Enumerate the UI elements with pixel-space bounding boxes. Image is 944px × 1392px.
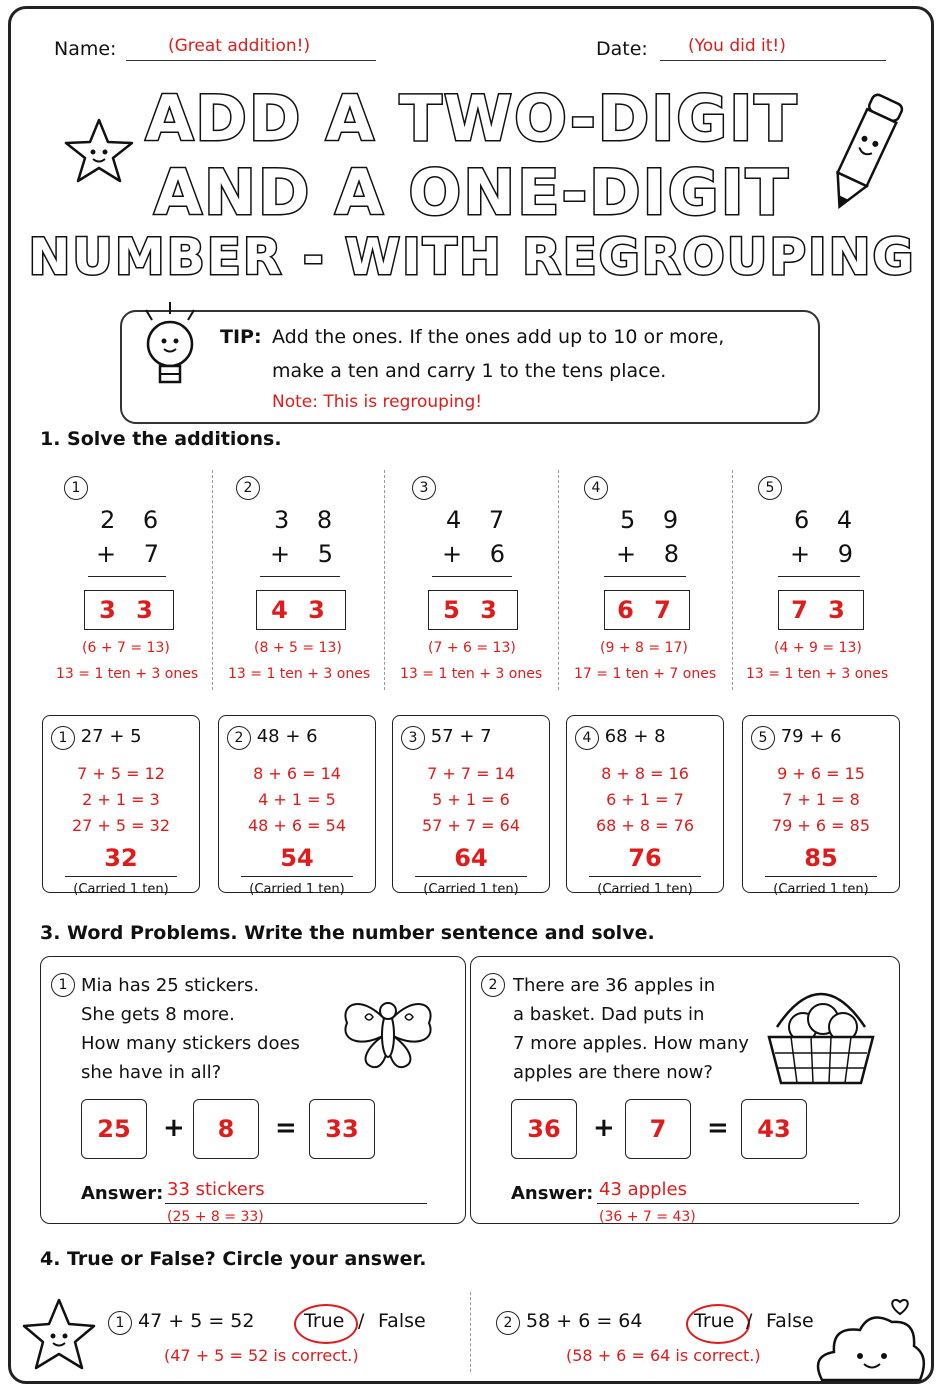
work-1: (9 + 8 = 17): [600, 640, 688, 656]
lightbulb-icon: [130, 296, 210, 406]
regroup-box-3: [392, 715, 550, 897]
work-2: 13 = 1 ten + 3 ones: [56, 666, 199, 682]
answer-box[interactable]: 6 7: [604, 590, 690, 630]
date-value[interactable]: (You did it!): [688, 36, 786, 56]
carry-note: (Carried 1 ten): [597, 882, 693, 897]
problem-2: [216, 470, 388, 690]
true-option[interactable]: True: [304, 1310, 345, 1332]
tip-note: Note: This is regrouping!: [272, 392, 483, 412]
answer-check: (36 + 7 = 43): [599, 1209, 696, 1225]
plus-sign: +: [163, 1113, 185, 1143]
problem-number: 2: [236, 476, 260, 500]
date-label: Date:: [596, 38, 648, 60]
step-2: 4 + 1 = 5: [258, 790, 336, 809]
work-1: (4 + 9 = 13): [774, 640, 862, 656]
problem-5: [736, 470, 908, 690]
addend-top: 3 8: [274, 506, 343, 534]
problem-3: [388, 470, 560, 690]
addend-bottom: + 6: [442, 540, 516, 568]
tip-label: TIP:: [220, 326, 262, 348]
addend-top: 2 6: [100, 506, 169, 534]
column-divider: [558, 470, 559, 690]
regroup-box-2: [218, 715, 376, 897]
tf-equation: 58 + 6 = 64: [526, 1310, 643, 1332]
tf-note: (47 + 5 = 52 is correct.): [164, 1346, 359, 1365]
box-question: 48 + 6: [256, 726, 318, 747]
carry-note: (Carried 1 ten): [423, 882, 519, 897]
pencil-icon: [824, 84, 904, 224]
tf-note: (58 + 6 = 64 is correct.): [566, 1346, 761, 1365]
answer-line: [765, 876, 877, 877]
box-number: 1: [51, 726, 75, 750]
column-divider: [212, 470, 213, 690]
addend-a-box[interactable]: 36: [511, 1099, 577, 1159]
step-1: 7 + 7 = 14: [427, 764, 515, 783]
problem-1: [44, 470, 216, 690]
work-2: 13 = 1 ten + 3 ones: [746, 666, 889, 682]
box-answer[interactable]: 76: [628, 844, 662, 872]
date-line: [660, 60, 886, 61]
problem-4: [562, 470, 734, 690]
step-2: 7 + 1 = 8: [782, 790, 860, 809]
problem-text-2: a basket. Dad puts in: [513, 1004, 705, 1025]
step-1: 8 + 6 = 14: [253, 764, 341, 783]
sum-box[interactable]: 43: [741, 1099, 807, 1159]
box-question: 68 + 8: [604, 726, 666, 747]
answer-box[interactable]: 5 3: [428, 590, 518, 630]
problem-number: 1: [51, 973, 75, 997]
box-answer[interactable]: 54: [280, 844, 314, 872]
tf-item-1: [108, 1310, 255, 1335]
slash: /: [358, 1310, 365, 1332]
regroup-box-5: [742, 715, 900, 897]
word-problem-2: [470, 956, 900, 1224]
step-3: 68 + 8 = 76: [595, 816, 695, 835]
problem-text-2: She gets 8 more.: [81, 1004, 235, 1025]
regroup-box-4: [566, 715, 724, 897]
step-1: 9 + 6 = 15: [777, 764, 865, 783]
step-2: 6 + 1 = 7: [606, 790, 684, 809]
problem-number: 1: [64, 476, 88, 500]
sum-box[interactable]: 33: [309, 1099, 375, 1159]
name-value[interactable]: (Great addition!): [168, 36, 311, 56]
addend-bottom: + 8: [616, 540, 690, 568]
addend-top: 5 9: [620, 506, 689, 534]
tf-equation: 47 + 5 = 52: [138, 1310, 255, 1332]
answer-label: Answer:: [511, 1183, 594, 1204]
column-divider: [732, 470, 733, 690]
problem-text-4: she have in all?: [81, 1062, 222, 1083]
sum-line: [432, 576, 512, 577]
problem-text-1: There are 36 apples in: [513, 975, 716, 996]
box-number: 3: [401, 726, 425, 750]
carry-note: (Carried 1 ten): [773, 882, 869, 897]
step-1: 8 + 8 = 16: [601, 764, 689, 783]
answer-line: [589, 876, 701, 877]
step-2: 5 + 1 = 6: [432, 790, 510, 809]
sum-line: [778, 576, 860, 577]
answer-line: [241, 876, 353, 877]
regroup-box-1: [42, 715, 200, 897]
problem-text-3: How many stickers does: [81, 1033, 300, 1054]
work-2: 17 = 1 ten + 7 ones: [574, 666, 717, 682]
answer-value[interactable]: 33 stickers: [167, 1179, 265, 1200]
tip-line-1: Add the ones. If the ones add up to 10 or more,: [272, 326, 725, 348]
problem-text-1: Mia has 25 stickers.: [81, 975, 260, 996]
step-3: 79 + 6 = 85: [771, 816, 871, 835]
sum-line: [88, 576, 166, 577]
answer-box[interactable]: 3 3: [84, 590, 174, 630]
addend-bottom: + 7: [96, 540, 170, 568]
plus-sign: +: [593, 1113, 615, 1143]
sum-line: [260, 576, 340, 577]
name-label: Name:: [54, 38, 117, 60]
sum-line: [604, 576, 686, 577]
problem-number: 4: [584, 476, 608, 500]
box-answer[interactable]: 64: [454, 844, 488, 872]
star-icon: [54, 108, 144, 188]
step-2: 2 + 1 = 3: [82, 790, 160, 809]
true-option[interactable]: True: [694, 1310, 735, 1332]
box-number: 5: [751, 726, 775, 750]
problem-number: 2: [481, 973, 505, 997]
tf-divider: [470, 1292, 471, 1372]
section-3-heading: 3. Word Problems. Write the number sentence and solve.: [40, 922, 655, 944]
addend-top: 4 7: [446, 506, 515, 534]
step-3: 27 + 5 = 32: [71, 816, 171, 835]
problem-text-4: apples are there now?: [513, 1062, 713, 1083]
column-divider: [384, 470, 385, 690]
problem-number: 5: [758, 476, 782, 500]
section-1-heading: 1. Solve the additions.: [40, 428, 282, 450]
work-2: 13 = 1 ten + 3 ones: [400, 666, 543, 682]
cloud-icon: [808, 1296, 932, 1386]
title-line-1: ADD A TWO-DIGIT: [145, 82, 799, 155]
tf-item-2: [496, 1310, 643, 1335]
butterfly-icon: [333, 983, 443, 1073]
answer-box[interactable]: 7 3: [778, 590, 864, 630]
carry-note: (Carried 1 ten): [73, 882, 169, 897]
work-1: (8 + 5 = 13): [254, 640, 342, 656]
name-line: [126, 60, 376, 61]
star-icon: [14, 1290, 104, 1380]
addend-a-box[interactable]: 25: [81, 1099, 147, 1159]
false-option[interactable]: False: [766, 1310, 814, 1332]
answer-label: Answer:: [81, 1183, 164, 1204]
answer-line: [597, 1203, 859, 1204]
answer-box[interactable]: 4 3: [256, 590, 346, 630]
answer-value[interactable]: 43 apples: [599, 1179, 687, 1200]
item-number: 1: [108, 1311, 132, 1335]
box-number: 2: [227, 726, 251, 750]
problem-number: 3: [412, 476, 436, 500]
work-1: (6 + 7 = 13): [82, 640, 170, 656]
answer-check: (25 + 8 = 33): [167, 1209, 264, 1225]
slash: /: [746, 1310, 753, 1332]
work-2: 13 = 1 ten + 3 ones: [228, 666, 371, 682]
work-1: (7 + 6 = 13): [428, 640, 516, 656]
problem-text-3: 7 more apples. How many: [513, 1033, 749, 1054]
addend-b-box[interactable]: 8: [193, 1099, 259, 1159]
box-question: 27 + 5: [80, 726, 142, 747]
title-line-2: AND A ONE-DIGIT: [154, 156, 790, 229]
box-question: 57 + 7: [430, 726, 492, 747]
addend-bottom: + 9: [790, 540, 864, 568]
box-answer[interactable]: 85: [804, 844, 838, 872]
carry-note: (Carried 1 ten): [249, 882, 345, 897]
equals-sign: =: [707, 1113, 729, 1143]
step-3: 48 + 6 = 54: [247, 816, 347, 835]
tip-line-2: make a ten and carry 1 to the tens place.: [272, 360, 667, 382]
answer-line: [415, 876, 527, 877]
box-answer[interactable]: 32: [104, 844, 138, 872]
addend-bottom: + 5: [270, 540, 344, 568]
addend-top: 6 4: [794, 506, 863, 534]
section-4-heading: 4. True or False? Circle your answer.: [40, 1248, 427, 1270]
title-line-3: NUMBER - WITH REGROUPING: [28, 228, 916, 286]
box-number: 4: [575, 726, 599, 750]
word-problem-1: [40, 956, 466, 1224]
box-question: 79 + 6: [780, 726, 842, 747]
answer-line: [165, 1203, 427, 1204]
answer-line: [65, 876, 177, 877]
false-option[interactable]: False: [378, 1310, 426, 1332]
step-1: 7 + 5 = 12: [77, 764, 165, 783]
equals-sign: =: [275, 1113, 297, 1143]
step-3: 57 + 7 = 64: [421, 816, 521, 835]
item-number: 2: [496, 1311, 520, 1335]
apple-basket-icon: [763, 971, 879, 1091]
addend-b-box[interactable]: 7: [625, 1099, 691, 1159]
